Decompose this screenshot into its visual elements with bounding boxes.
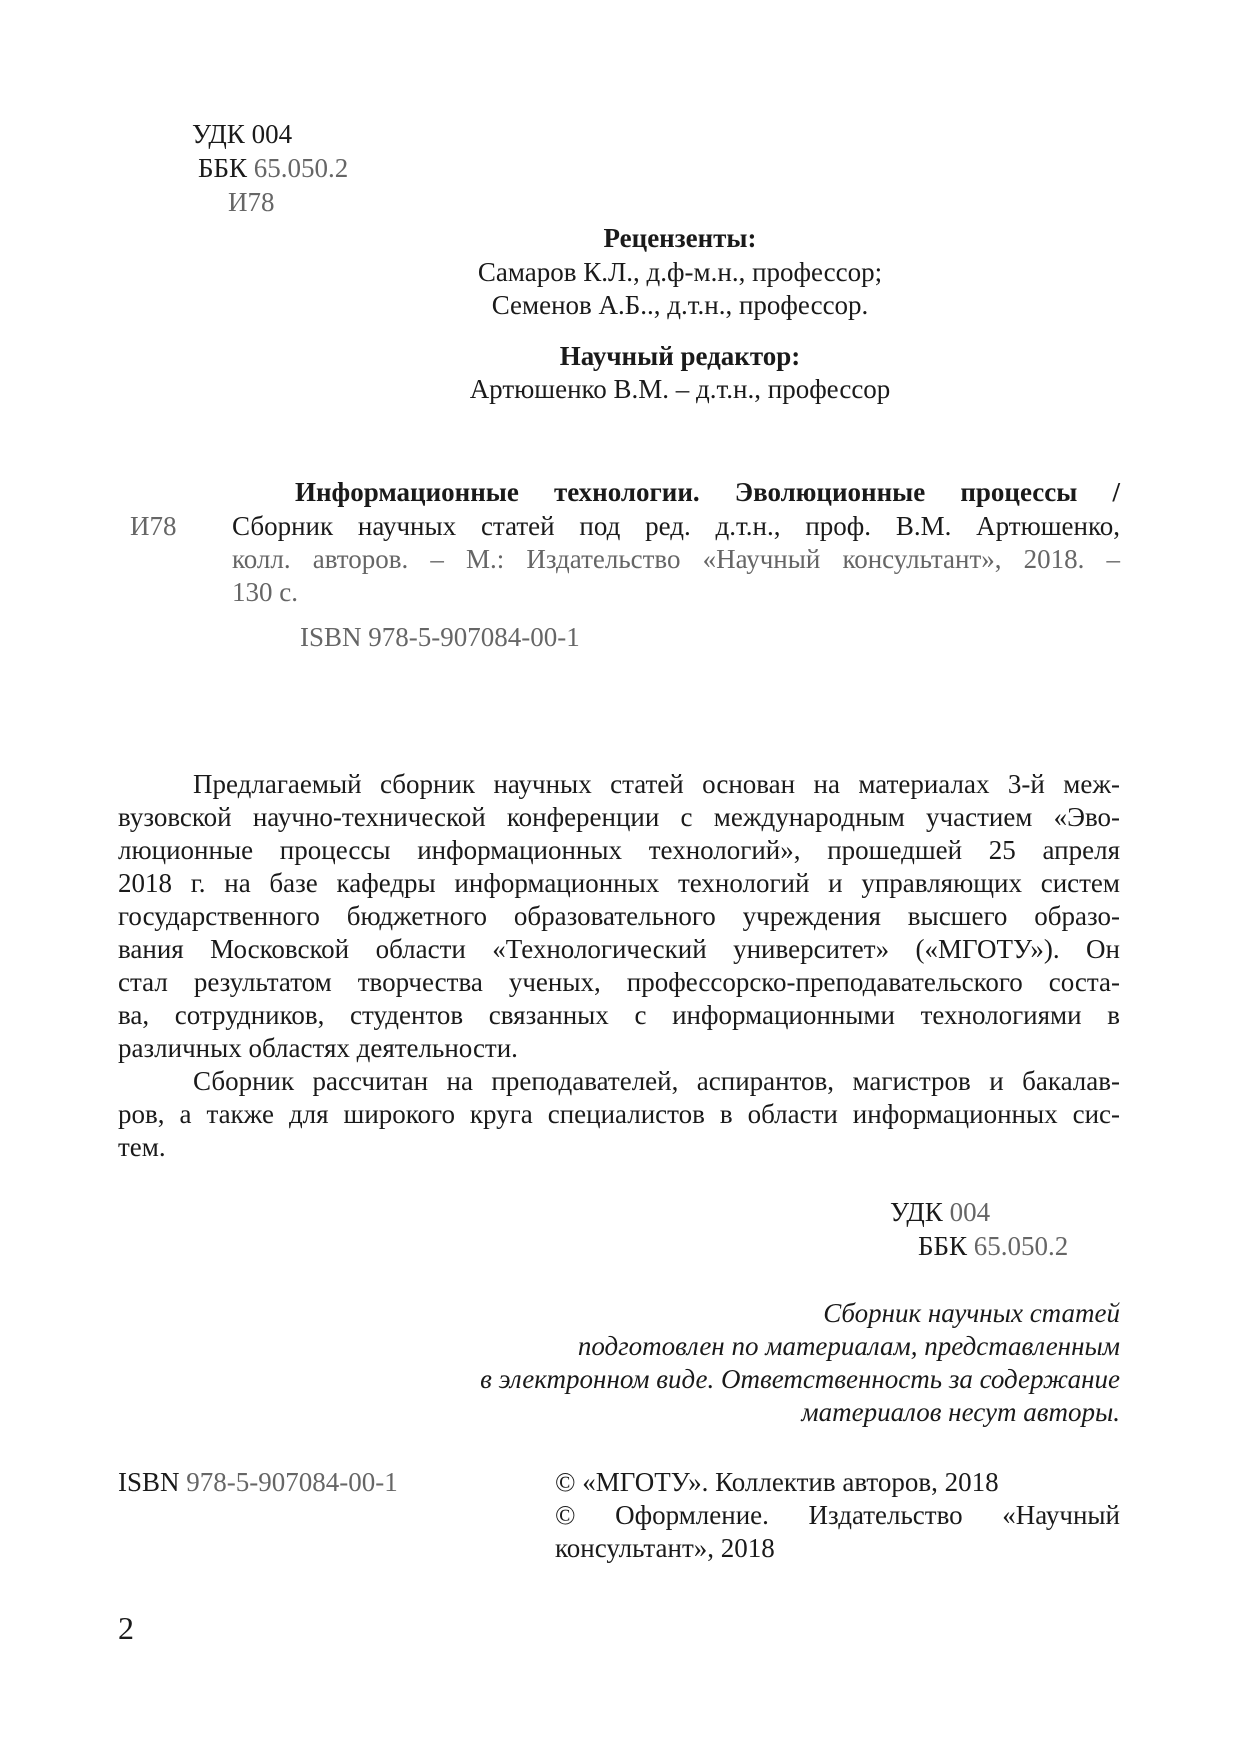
note-line: Сборник научных статей: [823, 1298, 1120, 1328]
bbk-code: [198, 152, 348, 185]
responsibility-note: [380, 1297, 1120, 1429]
bbk-code-bottom: [918, 1230, 1068, 1263]
bibliography-isbn: ISBN 978-5-907084-00-1: [300, 622, 580, 652]
bibliography-mark: И78: [130, 511, 177, 541]
editor-name: Артюшенко В.М. – д.т.н., профессор: [469, 374, 891, 404]
bbk-value: 65.050.2: [253, 153, 349, 183]
isbn-label: ISBN: [118, 1467, 180, 1497]
isbn-value: 978-5-907084-00-1: [186, 1467, 398, 1497]
annotation-line: тем.: [118, 1132, 166, 1162]
udk-code-bottom: [890, 1196, 990, 1229]
udk-value: 004: [949, 1197, 991, 1227]
bbk-value: 65.050.2: [973, 1231, 1069, 1261]
footer-isbn: [118, 1466, 398, 1499]
reviewer-name: Самаров К.Л., д.ф-м.н., профессор;: [477, 257, 883, 287]
note-line: в электронном виде. Ответственность за содержание: [480, 1364, 1120, 1394]
page-number: 2: [118, 1610, 134, 1646]
copyright-block: [555, 1466, 1120, 1565]
reviewer-name: Семенов А.Б.., д.т.н., профессор.: [491, 290, 869, 320]
author-mark: И78: [228, 187, 275, 217]
note-line: подготовлен по материалам, представленным: [577, 1331, 1120, 1361]
annotation-line: различных областях деятельности.: [118, 1033, 518, 1063]
annotation-line: люционные процессы информационных технологий», прошедшей 25 апреля: [118, 835, 1120, 865]
copyright-line: © Оформление. Издательство «Научный: [555, 1500, 1120, 1530]
bibliography-line: 130 с.: [232, 577, 298, 607]
udk-code: УДК 004: [192, 119, 293, 149]
udk-label: УДК: [890, 1197, 943, 1227]
annotation-paragraph: [118, 1065, 1120, 1164]
copyright-line: © «МГОТУ». Коллектив авторов, 2018: [555, 1467, 999, 1497]
bibliography-line: колл. авторов. – М.: Издательство «Научный консультант», 2018. –: [232, 544, 1120, 574]
annotation-line: вузовской научно-технической конференции с международным участием «Эво-: [118, 802, 1120, 832]
copyright-line: консультант», 2018: [555, 1533, 775, 1563]
note-line: материалов несут авторы.: [801, 1397, 1120, 1427]
bbk-label: ББК: [918, 1231, 968, 1261]
annotation-paragraph: [118, 768, 1120, 1065]
annotation-line: государственного бюджетного образовательного учреждения высшего образо-: [118, 901, 1120, 931]
annotation-line: Сборник рассчитан на преподавателей, аспирантов, магистров и бакалав-: [193, 1066, 1120, 1096]
bibliography-title: Информационные технологии. Эволюционные процессы /: [295, 477, 1120, 507]
annotation-line: Предлагаемый сборник научных статей основан на материалах 3-й меж-: [193, 769, 1120, 799]
annotation-line: 2018 г. на базе кафедры информационных технологий и управляющих систем: [118, 868, 1120, 898]
bbk-label: ББК: [198, 153, 248, 183]
annotation-line: ров, а также для широкого круга специалистов в области информационных сис-: [118, 1099, 1120, 1129]
editor-heading: Научный редактор:: [559, 341, 801, 371]
annotation-line: стал результатом творчества ученых, профессорско-преподавательского соста-: [118, 967, 1120, 997]
reviewers-heading: Рецензенты:: [603, 223, 757, 253]
annotation-line: вания Московской области «Технологический университет» («МГОТУ»). Он: [118, 934, 1120, 964]
bibliography-line: Сборник научных статей под ред. д.т.н., проф. В.М. Артюшенко,: [232, 511, 1120, 541]
annotation-line: ва, сотрудников, студентов связанных с информационными технологиями в: [118, 1000, 1120, 1030]
